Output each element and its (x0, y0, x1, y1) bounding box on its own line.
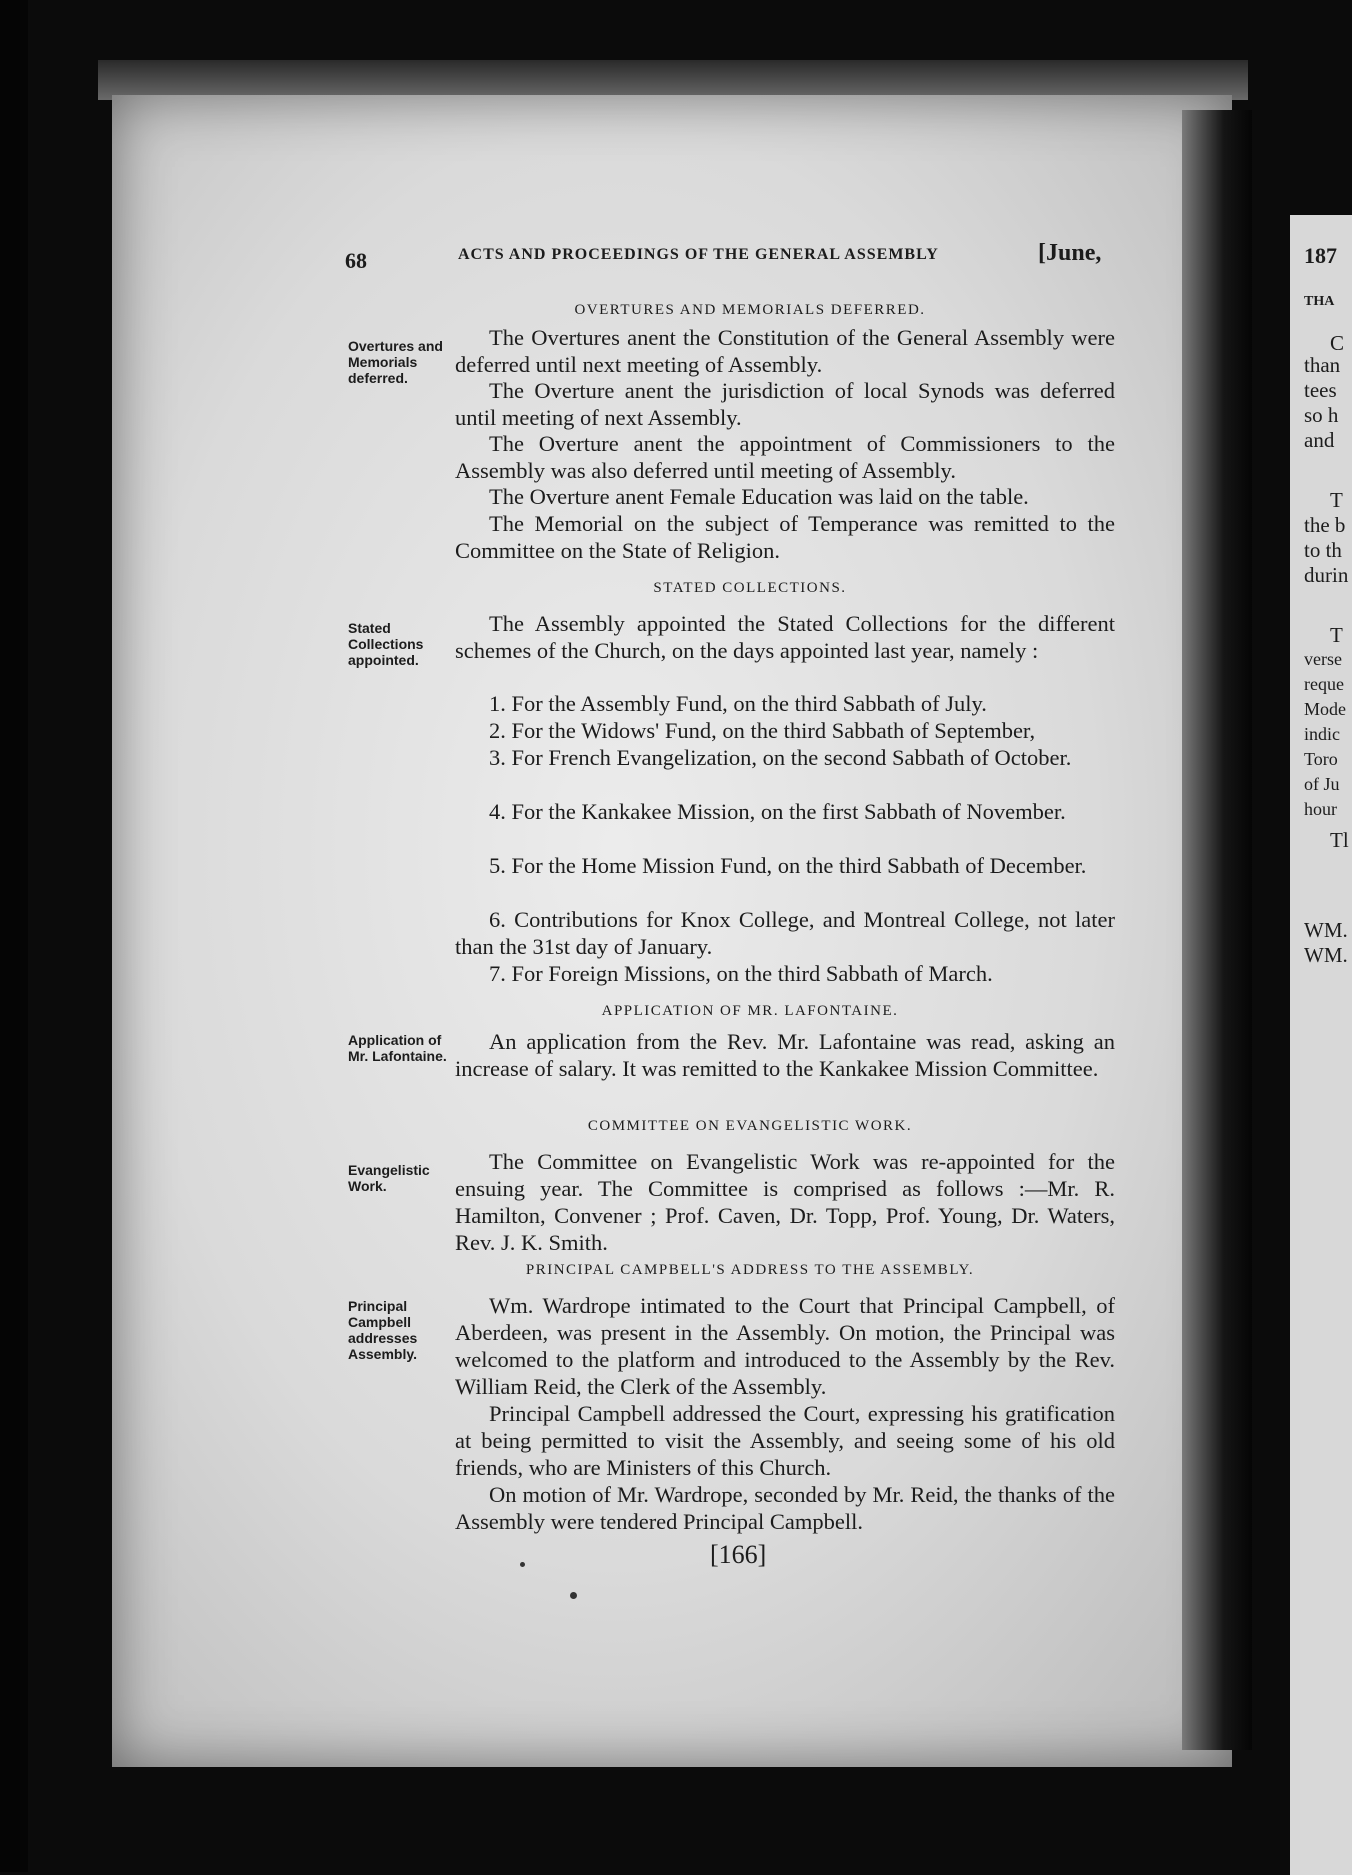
section-heading-evangelistic: COMMITTEE ON EVANGELISTIC WORK. (587, 1118, 913, 1134)
facing-page-fragment: than (1304, 353, 1341, 377)
facing-page-fragment: 187 (1304, 243, 1337, 268)
paragraph: Wm. Wardrope intimated to the Court that Principal Campbell, of Aberdeen, was present in the Assembly. On motion, the Principal was welcomed to the platform and introduced to the Assembly by the Rev. William Reid, the Clerk of the Assembly. (455, 1293, 1115, 1399)
facing-page-fragment: THA (1304, 294, 1335, 309)
paragraph: Principal Campbell addressed the Court, expressing his gratification at being permitted to visit the Assembly, and seeing some of his old friends, who are Ministers of this Church. (455, 1401, 1115, 1480)
list-item: 6. Contributions for Knox College, and Montreal College, not later than the 31st day of January. (455, 907, 1115, 959)
list-item: 2. For the Widows' Fund, on the third Sabbath of September, (489, 718, 1036, 743)
folio-number: [166] (710, 1540, 767, 1569)
margin-note-collections: Stated Collections appointed. (348, 620, 424, 668)
list-item: 1. For the Assembly Fund, on the third Sabbath of July. (489, 691, 987, 716)
paragraph: The Memorial on the subject of Temperance was remitted to the Committee on the State of Religion. (455, 511, 1115, 563)
facing-page-fragment: durin (1304, 563, 1349, 587)
facing-page-fragment: so h (1304, 403, 1339, 427)
facing-page-fragment: of Ju (1304, 774, 1340, 794)
section-heading-lafontaine: APPLICATION OF MR. LAFONTAINE. (601, 1003, 899, 1019)
facing-page-fragment: reque (1304, 674, 1344, 694)
paragraph: The Overtures anent the Constitution of the General Assembly were deferred until next meeting of Assembly. (455, 325, 1115, 377)
scan-border (0, 0, 28, 1872)
section-heading-campbell: PRINCIPAL CAMPBELL'S ADDRESS TO THE ASSEMBLY. (525, 1262, 975, 1278)
margin-note-overtures: Overtures and Memorials deferred. (348, 338, 443, 386)
facing-page-fragment: Mode (1304, 699, 1346, 719)
scan-speck (570, 1592, 577, 1599)
paragraph: On motion of Mr. Wardrope, seconded by Mr. Reid, the thanks of the Assembly were tendered Principal Campbell. (455, 1482, 1115, 1534)
margin-note-lafontaine: Application of Mr. Lafontaine. (348, 1032, 447, 1064)
paragraph: The Overture anent Female Education was laid on the table. (489, 484, 1029, 509)
facing-page-fragment: Tl (1330, 828, 1349, 852)
running-title: ACTS AND PROCEEDINGS OF THE GENERAL ASSEMBLY (458, 246, 939, 263)
page-top-edge (98, 60, 1248, 100)
list-item: 7. For Foreign Missions, on the third Sabbath of March. (489, 961, 993, 986)
list-item: 5. For the Home Mission Fund, on the third Sabbath of December. (489, 853, 1087, 878)
facing-page-fragment: to th (1304, 538, 1342, 562)
paragraph: The Assembly appointed the Stated Collections for the different schemes of the Church, on the days appointed last year, namely : (455, 611, 1115, 663)
running-month: [June, (1038, 240, 1102, 266)
list-item: 3. For French Evangelization, on the second Sabbath of October. (489, 745, 1072, 770)
facing-page-fragment: tees (1304, 378, 1337, 402)
list-item: 4. For the Kankakee Mission, on the first Sabbath of November. (489, 799, 1066, 824)
scan-speck (520, 1562, 525, 1567)
facing-page-fragment: hour (1304, 799, 1337, 819)
paragraph: The Committee on Evangelistic Work was re-appointed for the ensuing year. The Committee is comprised as follows :—Mr. R. Hamilton, Convener ; Prof. Caven, Dr. Topp, Prof. Young, Dr. Waters, Rev. J. K. Smith. (455, 1149, 1115, 1255)
paragraph: An application from the Rev. Mr. Lafontaine was read, asking an increase of salary. It was remitted to the Kankakee Mission Committee. (455, 1029, 1115, 1081)
facing-page (1290, 215, 1352, 1875)
section-heading-overtures: OVERTURES AND MEMORIALS DEFERRED. (574, 302, 926, 318)
facing-page-fragment: T (1330, 623, 1343, 647)
facing-page-fragment: verse (1304, 649, 1342, 669)
page-number: 68 (345, 248, 367, 273)
facing-page-fragment: indic (1304, 724, 1340, 744)
facing-page-fragment: the b (1304, 513, 1346, 537)
facing-page-fragment: WM. (1304, 943, 1348, 967)
section-heading-collections: STATED COLLECTIONS. (653, 580, 847, 596)
margin-note-campbell: Principal Campbell addresses Assembly. (348, 1298, 418, 1362)
facing-page-fragment: and (1304, 428, 1335, 452)
book-gutter (1182, 110, 1252, 1750)
facing-page-fragment: C (1330, 331, 1345, 355)
facing-page-fragment: WM. (1304, 918, 1348, 942)
paragraph: The Overture anent the jurisdiction of local Synods was deferred until meeting of next Assembly. (455, 378, 1115, 430)
facing-page-fragment: T (1330, 488, 1343, 512)
margin-note-evangelistic: Evangelistic Work. (348, 1162, 430, 1194)
paragraph: The Overture anent the appointment of Commissioners to the Assembly was also deferred until meeting of Assembly. (455, 431, 1115, 483)
facing-page-fragment: Toro (1304, 749, 1338, 769)
